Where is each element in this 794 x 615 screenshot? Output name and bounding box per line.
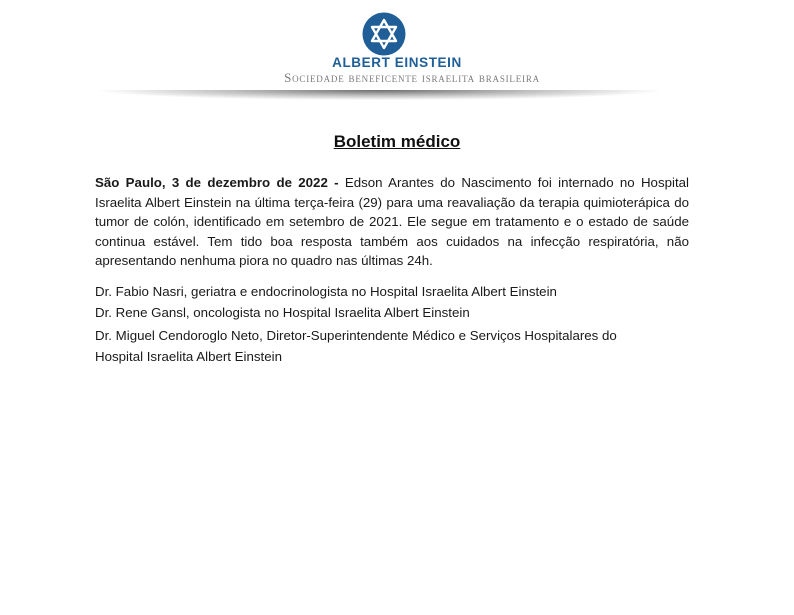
bulletin-body: Edson Arantes do Nascimento foi internado no Hospital Israelita Albert Einstein na última terça-feira (29) para uma reavaliação da terapia quimioterápica do tumor de colón, identificado em setembro de 2021. Ele segue em tratamento e o estado de saúde continua estável. Tem tido boa resposta também aos cuidados na infecção respiratória, não apresentando nenhuma piora no quadro nas últimas 24h. <box>95 175 689 268</box>
org-subtitle: Sociedade beneficente israelita brasileira <box>284 70 540 85</box>
header-divider <box>100 90 660 100</box>
star-of-david-logo-icon <box>362 12 406 56</box>
org-name: ALBERT EINSTEIN <box>332 55 462 70</box>
letterhead <box>0 0 794 110</box>
bulletin-paragraph <box>95 173 689 271</box>
signatory-3: Dr. Miguel Cendoroglo Neto, Diretor-Superintendente Médico e Serviços Hospitalares do Hospital Israelita Albert Einstein <box>95 328 617 364</box>
dateline: São Paulo, 3 de dezembro de 2022 - <box>95 175 339 190</box>
page-title: Boletim médico <box>333 132 461 151</box>
signatory-2: Dr. Rene Gansl, oncologista no Hospital Israelita Albert Einstein <box>95 305 470 320</box>
signatory-1: Dr. Fabio Nasri, geriatra e endocrinologista no Hospital Israelita Albert Einstein <box>95 284 557 299</box>
